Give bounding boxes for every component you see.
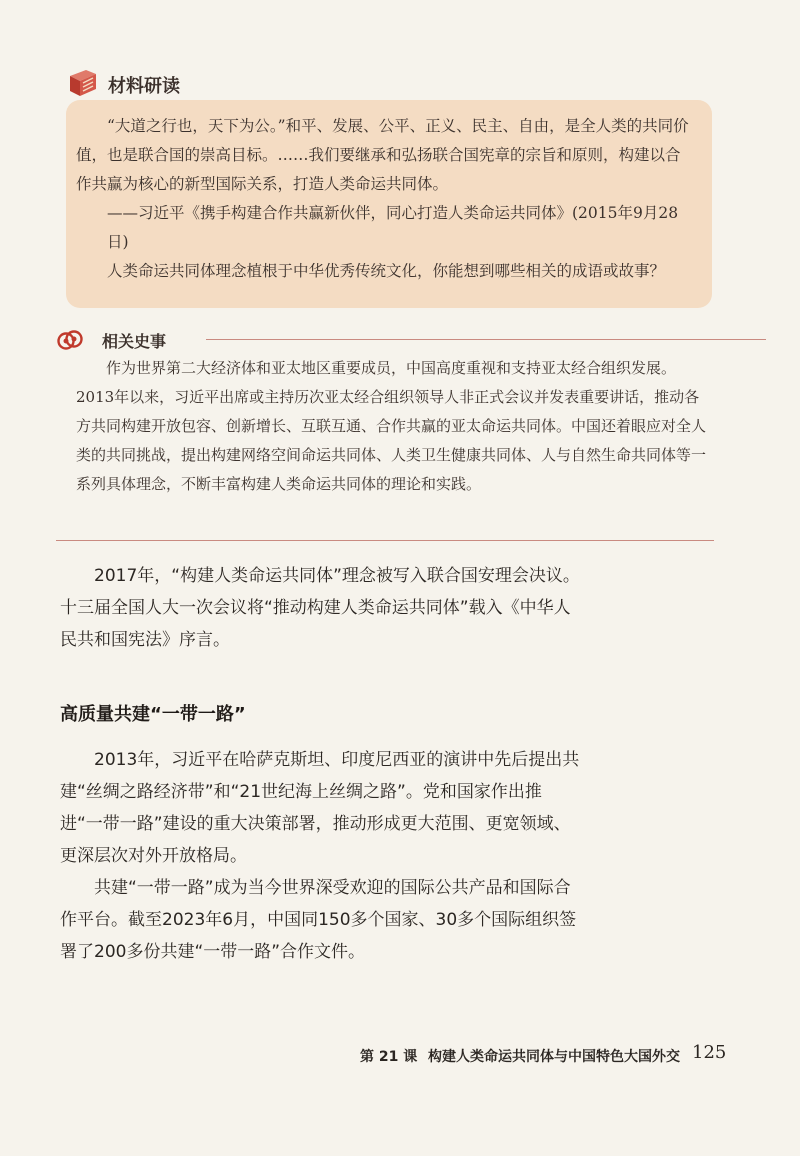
body-paragraphs-block — [60, 744, 580, 968]
swirl-icon — [56, 326, 84, 354]
body-paragraph-2: 2013年，习近平在哈萨克斯坦、印度尼西亚的演讲中先后提出共建“丝绸之路经济带”和“21世纪海上丝绸之路”。党和国家作出推进“一带一路”建设的重大决策部署，推动形成更大范围、更宽领域、更深层次对外开放格局。 — [60, 750, 580, 866]
body-paragraph-1: 2017年，“构建人类命运共同体”理念被写入联合国安理会决议。十三届全国人大一次会议将“推动构建人类命运共同体”载入《中华人民共和国宪法》序言。 — [60, 566, 580, 650]
material-quote: “大道之行也，天下为公。”和平、发展、公平、正义、民主、自由，是全人类的共同价值，也是联合国的崇高目标。……我们要继承和弘扬联合国宪章的宗旨和原则，构建以合作共赢为核心的新型国际关系，打造人类命运共同体。 — [76, 117, 689, 193]
material-citation: ——习近平《携手构建合作共赢新伙伴，同心打造人类命运共同体》(2015年9月28日) — [107, 204, 679, 251]
material-title: 材料研读 — [108, 76, 180, 97]
body-paragraph-3: 共建“一带一路”成为当今世界深受欢迎的国际公共产品和国际合作平台。截至2023年6月，中国同150多个国家、30多个国际组织签署了200多份共建“一带一路”合作文件。 — [60, 878, 577, 962]
material-box — [66, 100, 712, 308]
history-rule-bottom — [56, 540, 714, 541]
page-number: 125 — [692, 1042, 727, 1063]
history-header — [56, 326, 716, 356]
material-question: 人类命运共同体理念植根于中华优秀传统文化，你能想到哪些相关的成语或故事？ — [107, 262, 666, 280]
history-title: 相关史事 — [102, 332, 167, 351]
body-paragraph-1-block — [60, 560, 580, 656]
history-text: 作为世界第二大经济体和亚太地区重要成员，中国高度重视和支持亚太经合组织发展。2013年以来，习近平出席或主持历次亚太经合组织领导人非正式会议并发表重要讲话，推动各方共同构建开放包容、创新增长、互联互通、合作共赢的亚太命运共同体。中国还着眼应对全人类的共同挑战，提出构建网络空间命运共同体、人类卫生健康共同体、人与自然生命共同体等一系列具体理念，不断丰富构建人类命运共同体的理论和实践。 — [76, 359, 707, 493]
footer-chapter: 第 21 课 — [360, 1049, 418, 1065]
page-footer — [360, 1040, 730, 1070]
book-icon — [66, 68, 100, 98]
history-rule-top — [206, 339, 766, 340]
history-body — [76, 354, 706, 499]
footer-title: 构建人类命运共同体与中国特色大国外交 — [428, 1049, 680, 1065]
section-heading: 高质量共建“一带一路” — [60, 704, 246, 725]
